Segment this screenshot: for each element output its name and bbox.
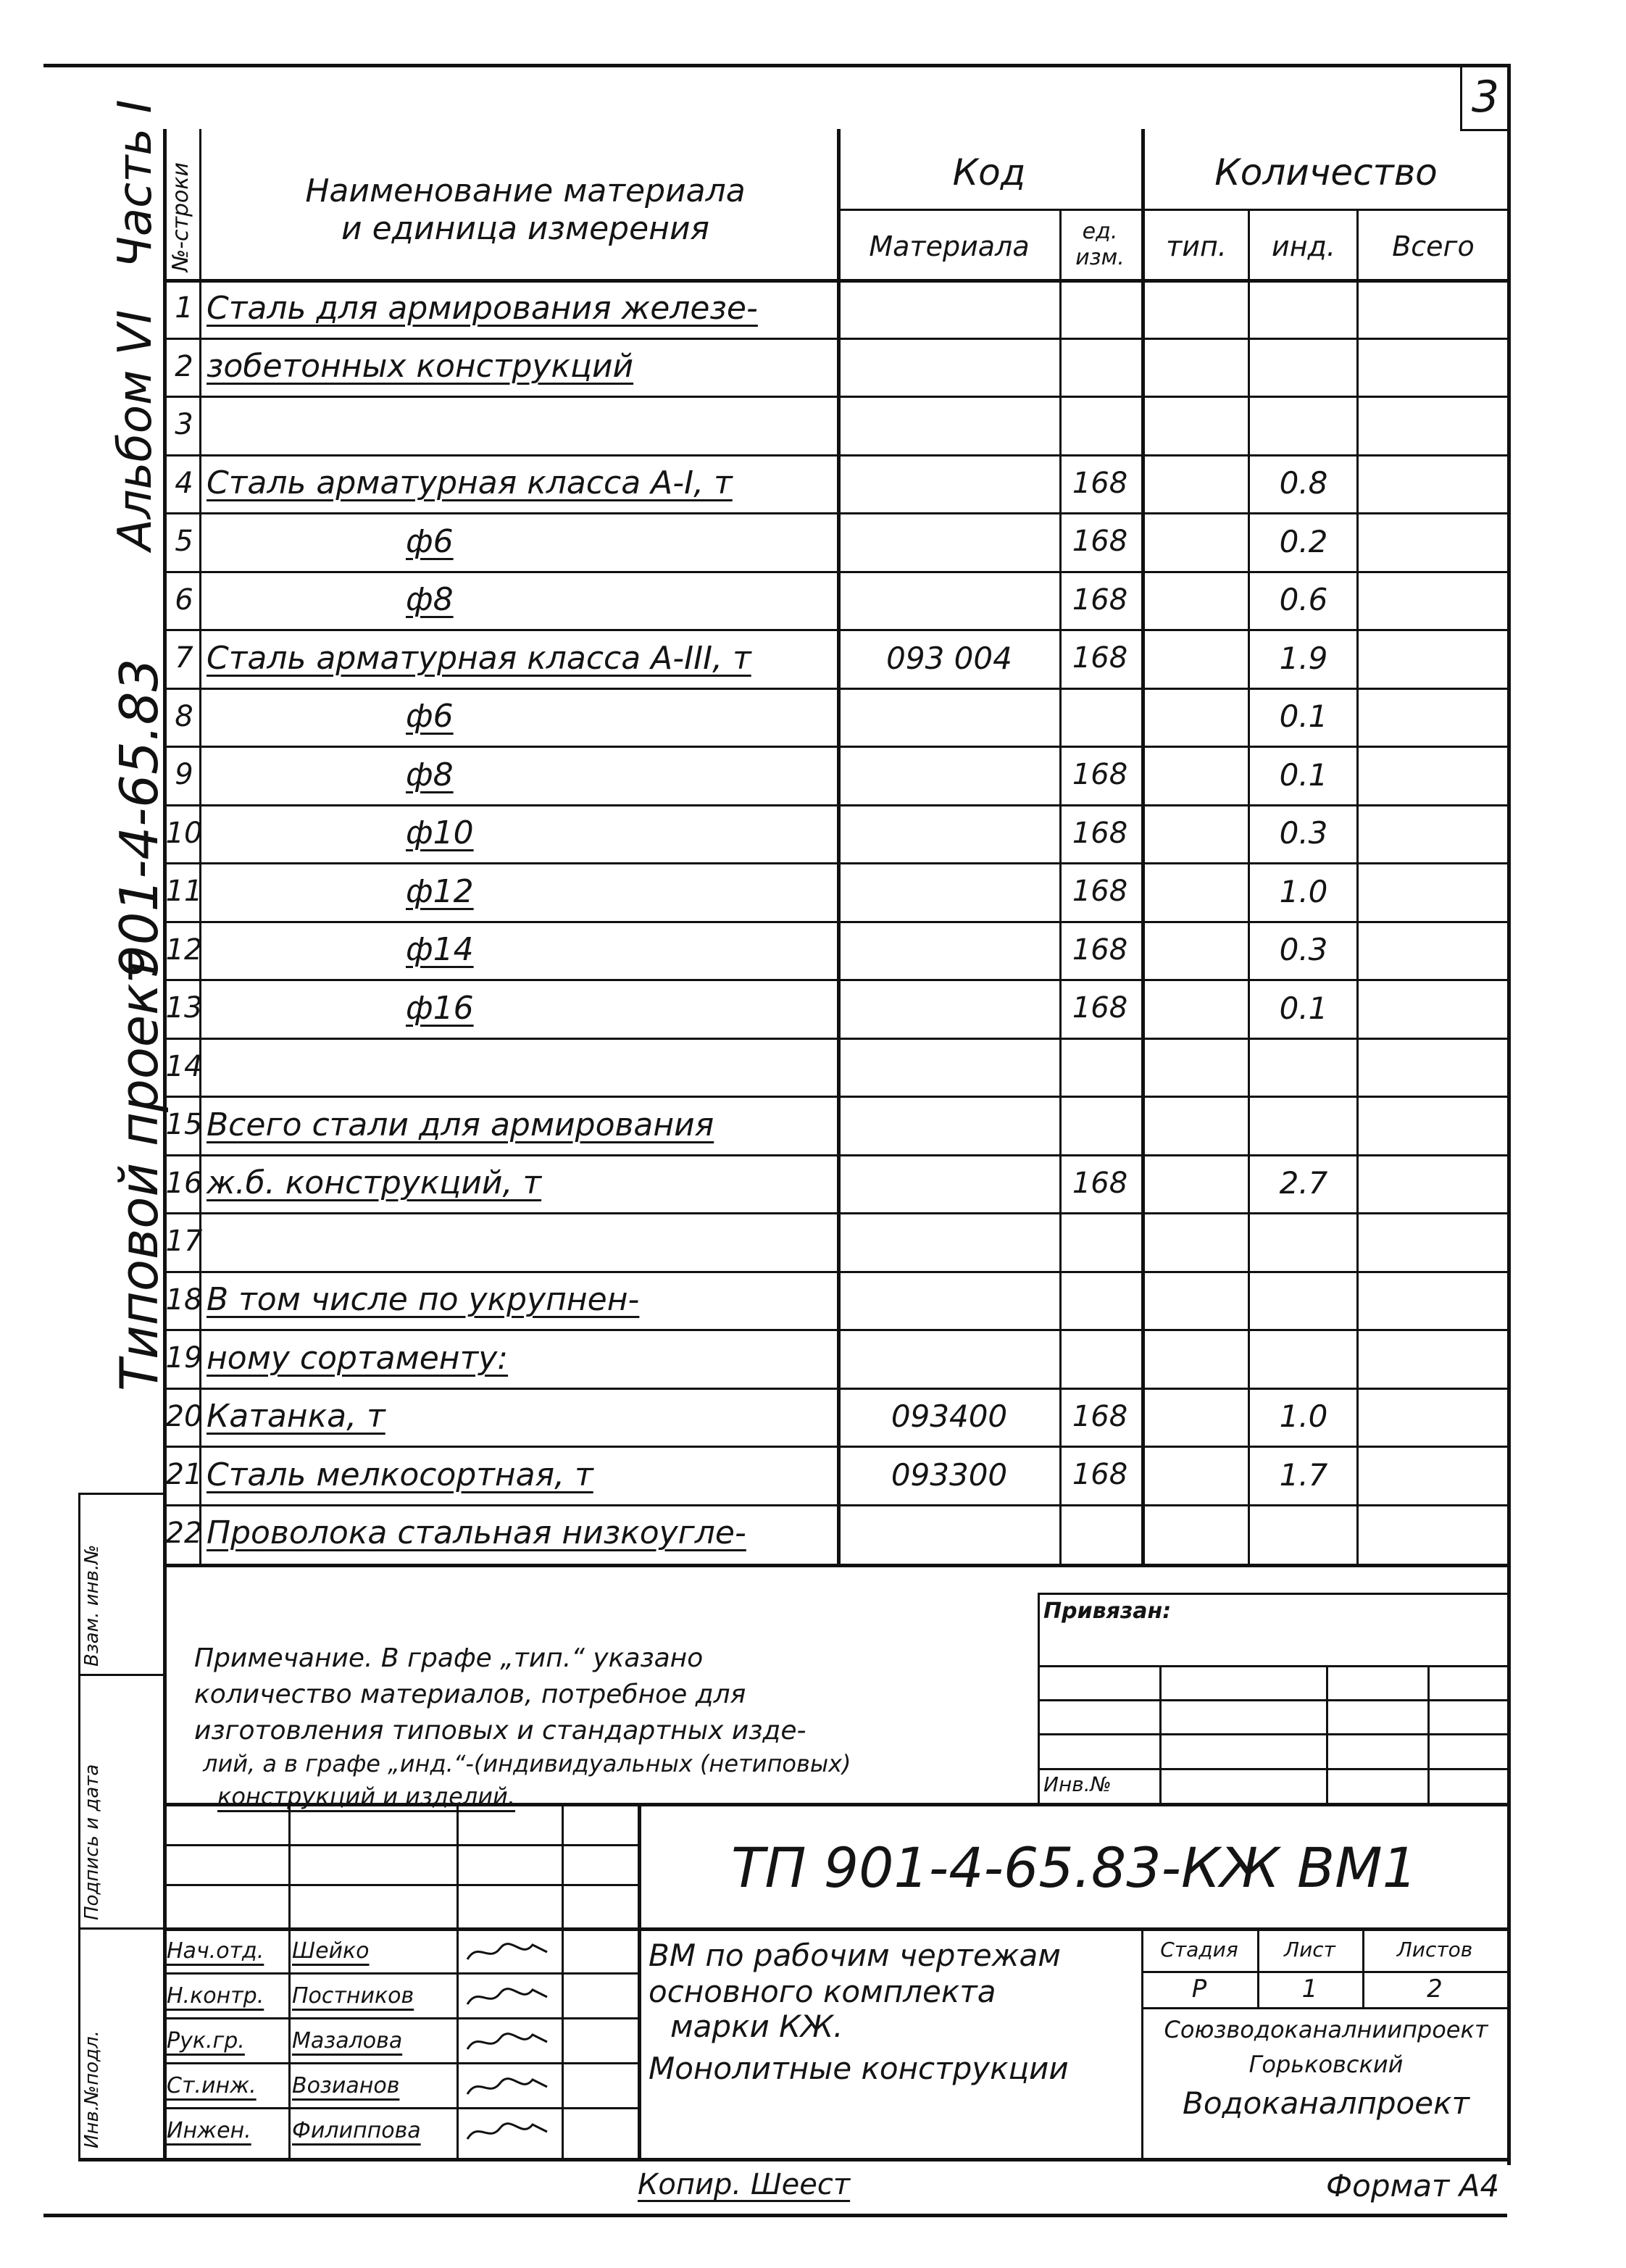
table-cell-name: ф8 xyxy=(406,581,454,619)
table-cell-n: 5 xyxy=(175,525,193,559)
table-cell-total xyxy=(1359,457,1507,510)
signature-role: Ст.инж. xyxy=(167,2072,257,2098)
table-cell-unit: 168 xyxy=(1072,1166,1128,1200)
footer-copied: Копир. Шеест xyxy=(638,2168,851,2201)
table-cell-name: В том числе по укрупнен- xyxy=(207,1281,640,1319)
qty-tip-header: тип. xyxy=(1166,230,1227,262)
table-cell-unit: 168 xyxy=(1072,1458,1128,1492)
stage-label: Стадия xyxy=(1160,1937,1238,1961)
table-cell-name: ф16 xyxy=(406,989,474,1027)
table-cell-total xyxy=(1359,924,1507,977)
table-cell-unit: 168 xyxy=(1072,466,1128,500)
table-cell-n: 1 xyxy=(175,291,193,325)
table-cell-total xyxy=(1359,282,1507,335)
table-cell-tip xyxy=(1145,924,1248,977)
table-cell-name: Сталь арматурная класса А-III, т xyxy=(207,639,751,677)
table-cell-total xyxy=(1359,807,1507,860)
handwritten-signature xyxy=(464,2117,551,2146)
table-cell-code xyxy=(841,1157,1058,1210)
table-cell-unit: 168 xyxy=(1072,583,1128,617)
table-cell-ind xyxy=(1251,399,1356,451)
table-cell-n: 6 xyxy=(175,583,193,617)
table-cell-code xyxy=(841,341,1058,393)
org-line-3: Водоканалпроект xyxy=(1183,2085,1469,2121)
table-cell-total xyxy=(1359,1215,1507,1268)
handwritten-signature xyxy=(464,2072,551,2101)
table-cell-n: 7 xyxy=(175,641,193,675)
table-cell-total xyxy=(1359,1391,1507,1443)
table-cell-name xyxy=(207,1215,835,1268)
table-cell-unit xyxy=(1062,691,1138,743)
row-divider xyxy=(163,862,1507,864)
table-cell-tip xyxy=(1145,574,1248,627)
row-divider xyxy=(163,688,1507,690)
side-label-inv: Инв.№подл. xyxy=(81,2030,103,2148)
table-cell-ind: 0.1 xyxy=(1279,990,1328,1026)
table-cell-n: 19 xyxy=(165,1341,203,1375)
table-cell-n: 20 xyxy=(165,1399,203,1433)
table-cell-n: 16 xyxy=(165,1166,203,1200)
handwritten-signature xyxy=(464,1938,551,1967)
note-line-5: конструкций и изделий. xyxy=(217,1783,515,1810)
table-cell-code xyxy=(841,807,1058,860)
table-cell-total xyxy=(1359,982,1507,1035)
footer-format: Формат А4 xyxy=(1326,2168,1500,2204)
table-cell-unit: 168 xyxy=(1072,641,1128,675)
privyazan-label: Привязан: xyxy=(1043,1598,1172,1624)
code-header: Код xyxy=(952,151,1026,193)
table-cell-code xyxy=(841,1098,1058,1151)
table-cell-name: ф10 xyxy=(406,814,474,852)
row-divider xyxy=(163,1329,1507,1331)
row-divider xyxy=(163,804,1507,806)
table-cell-ind: 0.3 xyxy=(1279,932,1328,968)
table-cell-tip xyxy=(1145,457,1248,510)
table-cell-ind xyxy=(1251,1098,1356,1151)
table-cell-tip xyxy=(1145,691,1248,743)
table-cell-unit xyxy=(1062,282,1138,335)
table-cell-code xyxy=(841,515,1058,568)
sheets-value: 2 xyxy=(1427,1975,1443,2004)
table-cell-total xyxy=(1359,1098,1507,1151)
row-divider xyxy=(163,1504,1507,1506)
table-cell-ind xyxy=(1251,1507,1356,1560)
table-cell-n: 11 xyxy=(165,875,203,909)
table-cell-name: ному сортаменту: xyxy=(207,1339,509,1377)
table-cell-n: 8 xyxy=(175,699,193,733)
privyazan-block xyxy=(1038,1593,1040,1803)
code-material-header: Материала xyxy=(869,230,1030,262)
table-cell-code: 093 004 xyxy=(886,640,1012,676)
row-divider xyxy=(163,512,1507,514)
table-cell-code xyxy=(841,924,1058,977)
table-cell-code xyxy=(841,574,1058,627)
table-cell-ind: 0.6 xyxy=(1279,582,1328,618)
table-cell-unit xyxy=(1062,1507,1138,1560)
signature-name: Мазалова xyxy=(292,2027,403,2054)
code-unit-header: ед. изм. xyxy=(1075,219,1125,270)
signature-name: Постников xyxy=(292,1983,414,2009)
table-cell-tip xyxy=(1145,1391,1248,1443)
qty-header: Количество xyxy=(1214,151,1438,193)
table-cell-tip xyxy=(1145,749,1248,801)
table-cell-ind xyxy=(1251,282,1356,335)
table-cell-n: 9 xyxy=(175,758,193,792)
table-cell-code: 093300 xyxy=(891,1456,1008,1493)
note-line-1: Примечание. В графе „тип.“ указано xyxy=(194,1643,704,1673)
table-cell-unit xyxy=(1062,1274,1138,1327)
row-divider xyxy=(163,571,1507,573)
table-cell-unit: 168 xyxy=(1072,758,1128,792)
side-album: Альбом VI xyxy=(109,309,162,551)
table-cell-total xyxy=(1359,749,1507,801)
row-divider xyxy=(163,629,1507,631)
table-cell-unit xyxy=(1062,1098,1138,1151)
row-divider xyxy=(163,1212,1507,1214)
row-divider xyxy=(163,1446,1507,1448)
table-cell-n: 21 xyxy=(165,1458,203,1492)
document-title-line-2: основного комплекта xyxy=(649,1974,996,2009)
sheet-label: Лист xyxy=(1284,1937,1335,1961)
table-cell-n: 17 xyxy=(165,1225,203,1259)
table-cell-n: 18 xyxy=(165,1283,203,1317)
table-cell-unit xyxy=(1062,399,1138,451)
table-cell-total xyxy=(1359,1332,1507,1385)
row-divider xyxy=(163,1038,1507,1040)
side-label-vzam: Взам. инв.№ xyxy=(81,1544,103,1667)
document-title-line-4: Монолитные конструкции xyxy=(649,2051,1069,2086)
table-cell-total xyxy=(1359,1274,1507,1327)
document-title-line-3: марки КЖ. xyxy=(670,2009,843,2044)
table-cell-code xyxy=(841,1274,1058,1327)
table-cell-ind xyxy=(1251,1274,1356,1327)
signature-role: Нач.отд. xyxy=(167,1938,264,1964)
table-cell-ind: 0.1 xyxy=(1279,699,1328,735)
table-cell-code xyxy=(841,749,1058,801)
table-cell-name: ф14 xyxy=(406,931,474,969)
table-cell-tip xyxy=(1145,399,1248,451)
table-cell-unit xyxy=(1062,341,1138,393)
table-cell-n: 10 xyxy=(165,816,203,850)
table-cell-name xyxy=(207,1041,835,1093)
table-cell-name xyxy=(207,399,835,451)
table-cell-unit: 168 xyxy=(1072,525,1128,559)
sheets-label: Листов xyxy=(1396,1937,1473,1961)
table-cell-n: 13 xyxy=(165,991,203,1025)
table-cell-total xyxy=(1359,1041,1507,1093)
page-number: 3 xyxy=(1471,72,1500,122)
row-divider xyxy=(163,1154,1507,1156)
table-cell-n: 4 xyxy=(175,466,193,500)
table-cell-unit xyxy=(1062,1041,1138,1093)
table-cell-code xyxy=(841,982,1058,1035)
table-cell-tip xyxy=(1145,1215,1248,1268)
row-divider xyxy=(163,1388,1507,1390)
side-project-title: Типовой проект xyxy=(109,953,170,1391)
note-line-4: лий, а в графе „инд.“-(индивидуальных (нетиповых) xyxy=(203,1750,851,1777)
table-cell-tip xyxy=(1145,1507,1248,1560)
handwritten-signature xyxy=(464,1983,551,2011)
table-cell-total xyxy=(1359,515,1507,568)
table-cell-ind: 1.7 xyxy=(1279,1456,1328,1493)
side-label-podpis: Подпись и дата xyxy=(81,1764,103,1920)
table-cell-total xyxy=(1359,632,1507,685)
table-cell-name: Сталь мелкосортная, т xyxy=(207,1456,593,1493)
col-header-num: №-строки xyxy=(168,162,193,272)
signature-role: Рук.гр. xyxy=(167,2027,245,2054)
table-cell-ind xyxy=(1251,341,1356,393)
side-project-code: 901-4-65.83 xyxy=(109,658,170,978)
sheet-value: 1 xyxy=(1301,1975,1318,2004)
document-title-line-1: ВМ по рабочим чертежам xyxy=(649,1938,1061,1973)
note-line-2: количество материалов, потребное для xyxy=(194,1680,746,1709)
table-cell-name: ф8 xyxy=(406,756,454,793)
table-cell-total xyxy=(1359,1157,1507,1210)
row-divider xyxy=(163,921,1507,923)
table-cell-tip xyxy=(1145,515,1248,568)
table-cell-unit: 168 xyxy=(1072,875,1128,909)
table-cell-ind: 2.7 xyxy=(1279,1165,1328,1201)
table-cell-name: ж.б. конструкций, т xyxy=(207,1164,542,1202)
table-cell-ind xyxy=(1251,1041,1356,1093)
row-divider xyxy=(163,979,1507,981)
table-cell-code xyxy=(841,457,1058,510)
col-header-name-1: Наименование материала xyxy=(305,172,746,209)
table-cell-n: 2 xyxy=(175,349,193,383)
table-cell-tip xyxy=(1145,807,1248,860)
signature-name: Филиппова xyxy=(292,2117,421,2143)
table-cell-name: ф6 xyxy=(406,698,454,735)
table-cell-code xyxy=(841,399,1058,451)
table-cell-tip xyxy=(1145,341,1248,393)
col-header-name-2: и единица измерения xyxy=(341,209,710,247)
table-cell-unit xyxy=(1062,1332,1138,1385)
table-cell-total xyxy=(1359,341,1507,393)
table-cell-ind xyxy=(1251,1215,1356,1268)
privyazan-inv-label: Инв.№ xyxy=(1043,1772,1112,1796)
org-line-1: Союзводоканалниипроект xyxy=(1164,2016,1488,2043)
stamp-top-border xyxy=(163,1803,1507,1806)
qty-total-header: Всего xyxy=(1392,230,1475,262)
table-cell-code xyxy=(841,1215,1058,1268)
table-cell-n: 15 xyxy=(165,1108,203,1142)
table-cell-tip xyxy=(1145,1274,1248,1327)
table-cell-tip xyxy=(1145,1041,1248,1093)
table-cell-code xyxy=(841,1507,1058,1560)
table-cell-tip xyxy=(1145,1448,1248,1501)
table-cell-tip xyxy=(1145,865,1248,918)
signature-name: Возианов xyxy=(292,2072,400,2098)
table-cell-tip xyxy=(1145,282,1248,335)
note-line-3: изготовления типовых и стандартных изде- xyxy=(194,1716,806,1746)
table-cell-name: Катанка, т xyxy=(207,1398,385,1435)
table-cell-ind: 0.8 xyxy=(1279,465,1328,501)
side-part: Часть I xyxy=(109,99,162,268)
table-cell-total xyxy=(1359,1507,1507,1560)
qty-ind-header: инд. xyxy=(1272,230,1335,262)
table-cell-code xyxy=(841,1332,1058,1385)
table-cell-code xyxy=(841,691,1058,743)
row-divider xyxy=(163,746,1507,748)
signature-name: Шейко xyxy=(292,1938,370,1964)
table-cell-unit: 168 xyxy=(1072,816,1128,850)
table-cell-tip xyxy=(1145,1098,1248,1151)
table-cell-name: Проволока стальная низкоугле- xyxy=(207,1514,746,1552)
table-cell-n: 14 xyxy=(165,1049,203,1083)
row-divider xyxy=(163,1096,1507,1098)
table-cell-ind: 0.1 xyxy=(1279,756,1328,793)
table-cell-ind: 1.9 xyxy=(1279,640,1328,676)
table-cell-ind xyxy=(1251,1332,1356,1385)
table-cell-name: Сталь арматурная класса А-I, т xyxy=(207,464,733,502)
table-cell-total xyxy=(1359,399,1507,451)
table-cell-total xyxy=(1359,1448,1507,1501)
table-cell-total xyxy=(1359,865,1507,918)
table-cell-code: 093400 xyxy=(891,1398,1008,1435)
row-divider xyxy=(163,454,1507,456)
table-cell-name: ф6 xyxy=(406,522,454,560)
table-cell-unit xyxy=(1062,1215,1138,1268)
table-cell-n: 12 xyxy=(165,933,203,967)
table-cell-code xyxy=(841,1041,1058,1093)
drawing-designation: ТП 901-4-65.83-КЖ ВМ1 xyxy=(730,1835,1418,1900)
org-line-2: Горьковский xyxy=(1248,2051,1404,2078)
table-cell-ind: 1.0 xyxy=(1279,1398,1328,1435)
stage-value: Р xyxy=(1191,1975,1207,2004)
table-cell-tip xyxy=(1145,1332,1248,1385)
signature-role: Н.контр. xyxy=(167,1983,264,2009)
table-cell-unit: 168 xyxy=(1072,933,1128,967)
table-cell-name: зобетонных конструкций xyxy=(207,348,634,385)
handwritten-signature xyxy=(464,2027,551,2056)
table-cell-total xyxy=(1359,691,1507,743)
table-cell-name: ф12 xyxy=(406,872,474,910)
signature-role: Инжен. xyxy=(167,2117,251,2143)
table-cell-unit: 168 xyxy=(1072,1399,1128,1433)
table-cell-name: Всего стали для армирования xyxy=(207,1106,714,1143)
row-divider xyxy=(163,1271,1507,1273)
table-cell-tip xyxy=(1145,982,1248,1035)
table-cell-unit: 168 xyxy=(1072,991,1128,1025)
table-cell-tip xyxy=(1145,1157,1248,1210)
table-cell-n: 3 xyxy=(175,408,193,442)
table-cell-name: Сталь для армирования железе- xyxy=(207,289,758,327)
table-cell-ind: 0.3 xyxy=(1279,815,1328,851)
table-cell-code xyxy=(841,282,1058,335)
table-cell-tip xyxy=(1145,632,1248,685)
row-divider xyxy=(163,338,1507,340)
table-cell-code xyxy=(841,865,1058,918)
row-divider xyxy=(163,396,1507,398)
table-cell-ind: 0.2 xyxy=(1279,523,1328,559)
table-cell-total xyxy=(1359,574,1507,627)
table-cell-ind: 1.0 xyxy=(1279,873,1328,909)
table-cell-n: 22 xyxy=(165,1516,203,1550)
